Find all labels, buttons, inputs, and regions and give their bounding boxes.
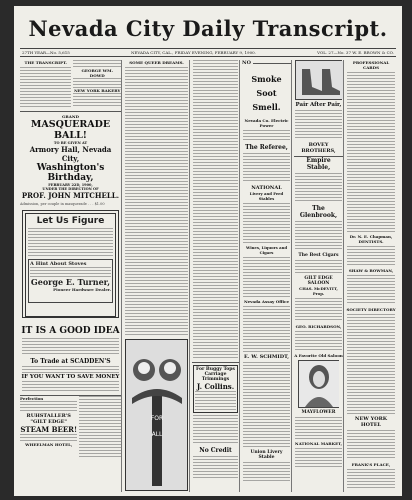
shaw-bowman: SHAW & BOWMAN, — [348, 268, 394, 273]
electric-power: Nevada Co. Electric Power — [244, 118, 289, 128]
text-block — [295, 221, 342, 251]
column-4 — [242, 60, 292, 492]
chapman: Dr. N. E. Chapman, — [349, 234, 393, 239]
collins-name: J. Collins. — [196, 382, 235, 391]
favorite-saloon: A Favorite Old Saloon — [294, 353, 343, 358]
text-block — [73, 78, 121, 88]
national-label: NATIONAL — [251, 185, 282, 191]
referee: The Referee, — [245, 144, 288, 151]
text-block — [195, 391, 236, 411]
wines-liquors: Wines, Liquors and Cigars — [246, 245, 287, 255]
text-block — [193, 456, 238, 480]
text-block — [22, 381, 119, 393]
text-block — [295, 260, 342, 274]
portrait-illustration — [298, 360, 339, 408]
armory-hall: Armory Hall, Nevada City, — [29, 145, 112, 163]
text-block — [30, 267, 111, 277]
steam-beer: STEAM BEER! — [20, 425, 78, 435]
dateline-right: VOL. 27—No. 37 W. E. BROWN & CO. — [317, 50, 394, 55]
national-market: NATIONAL MARKET, — [294, 441, 343, 446]
turner-ad — [22, 210, 119, 318]
text-block — [347, 314, 395, 414]
text-block — [243, 257, 290, 297]
text-block — [22, 366, 119, 374]
no-label: NO — [242, 60, 251, 66]
text-block — [295, 417, 342, 439]
patent-medicine-illustration — [125, 339, 188, 491]
column-5 — [294, 60, 344, 492]
text-block — [79, 396, 121, 458]
article-text — [125, 67, 188, 337]
perfection-label: Perfection — [20, 396, 44, 402]
pair-after-pair: Pair After Pair, — [295, 102, 342, 108]
best-cigars: The Best Cigars — [298, 253, 339, 258]
text-block — [73, 60, 121, 68]
union-livery: Union Livery Stable — [250, 450, 283, 460]
text-block — [347, 430, 395, 460]
mitchell-name: PROF. JOHN MITCHELL. — [21, 191, 120, 200]
text-block — [243, 130, 290, 142]
livery-stables: Livery and Feed Stables — [249, 191, 284, 201]
feb-date: FEBRUARY 22D, 1900, — [48, 183, 93, 187]
cards-text — [347, 72, 395, 232]
collins-ad — [193, 365, 238, 413]
text-block — [347, 275, 395, 305]
bovey-brothers: BOVEY BROTHERS, — [301, 142, 336, 154]
save-money: IF YOU WANT TO SAVE MONEY — [21, 374, 120, 381]
empire-stable: Empire Stable, — [306, 157, 331, 171]
column-1 — [20, 60, 122, 492]
smell-label: Smell. — [252, 102, 281, 112]
svg-text:FOR: FOR — [150, 415, 164, 422]
text-block — [22, 338, 119, 356]
carriage-trimmings: Carriage Trimmings — [201, 372, 230, 382]
newspaper-page — [14, 6, 402, 496]
shoes-illustration — [295, 60, 342, 100]
text-block — [193, 415, 238, 445]
gilt-edge-saloon: GILT EDGE SALOON — [304, 276, 333, 286]
transcript-heading: THE TRANSCRIPT. — [24, 60, 67, 65]
portrait-icon — [299, 361, 339, 407]
masquerade-heading: MASQUERADE BALL! — [30, 119, 111, 141]
text-block — [347, 246, 395, 266]
dowd-ad: GEORGE WM. DOWD — [81, 68, 113, 78]
text-block — [20, 434, 77, 442]
soot-label: Soot — [256, 88, 277, 98]
direction-label: UNDER THE DIRECTION OF — [42, 187, 99, 191]
masthead-title: Nevada City Daily Transcript. — [28, 16, 388, 41]
franks-place: FRANK'S PLACE, — [351, 462, 391, 467]
hint-heading: A Hint About Stoves — [30, 261, 87, 268]
dateline-left: 27TH YEAR—No. 5,615 — [22, 50, 70, 55]
given-at: TO BE GIVEN AT — [53, 141, 88, 145]
turner-trade: Pioneer Hardware Dealer. — [53, 287, 111, 293]
good-idea: IT IS A GOOD IDEA — [21, 326, 120, 337]
let-us-figure: Let Us Figure — [36, 216, 105, 227]
washington-birthday: Washington's Birthday, — [36, 163, 105, 183]
queer-dreams-heading: SOME QUEER DREAMS. — [129, 60, 184, 65]
wheelman-hotel: WHEELMAN HOTEL, — [25, 442, 73, 448]
richardson: GEO. RICHARDSON, — [295, 324, 342, 329]
article-text — [193, 60, 238, 360]
text-block — [347, 469, 395, 489]
buggy-tops: For Buggy Tops — [196, 367, 235, 372]
glenbrook: The Glenbrook, — [299, 205, 338, 219]
text-block — [243, 362, 290, 448]
ruhstaller: RUHSTALLER'S — [26, 413, 71, 420]
shoe-icon — [296, 61, 344, 99]
text-block — [243, 462, 290, 482]
column-3 — [192, 60, 240, 492]
text-block — [243, 153, 290, 183]
turner-name: George E. Turner, — [30, 277, 111, 288]
professional-cards: PROFESSIONAL CARDS — [352, 60, 390, 70]
mayflower: MAYFLOWER — [301, 410, 336, 415]
column-2 — [124, 60, 190, 492]
smoke-label: Smoke — [251, 74, 282, 84]
text-block — [295, 173, 342, 203]
column-6 — [346, 60, 396, 492]
grand-label: GRAND — [62, 114, 79, 119]
text-block — [243, 203, 290, 243]
text-block — [28, 228, 113, 256]
bakery-ad: NEW YORK BAKERY — [74, 88, 121, 93]
gilt-edge: "GILT EDGE" — [30, 419, 68, 426]
dateline — [20, 48, 396, 57]
tree-illustration-icon — [126, 340, 188, 490]
top-ads — [20, 60, 121, 108]
mcdevitt: CHAS. McDEVITT, Prop. — [299, 286, 338, 296]
text-block — [243, 306, 290, 352]
dentists: DENTISTS. — [358, 239, 384, 244]
text-block — [295, 331, 342, 351]
text-block — [295, 298, 342, 322]
society-directory: SOCIETY DIRECTORY — [346, 307, 396, 312]
text-block — [295, 110, 342, 140]
text-block — [20, 401, 77, 413]
admission: Admission, per couple in masquerade . . . $1.00 — [20, 202, 105, 206]
no-credit: No Credit — [199, 447, 232, 454]
text-block — [295, 448, 342, 468]
text-block — [73, 93, 121, 107]
text-block — [20, 67, 71, 107]
scaddens: To Trade at SCADDEN'S — [30, 358, 111, 366]
assay-office: Nevada Assay Office — [243, 299, 290, 304]
schmidt-name: E. W. SCHMIDT, — [243, 354, 290, 360]
svg-text:ALL: ALL — [151, 431, 163, 438]
dateline-center: NEVADA CITY, CAL., FRIDAY EVENING, FEBRUARY 9, 1900. — [131, 50, 256, 55]
new-york-hotel: NEW YORK HOTEL — [354, 416, 388, 428]
